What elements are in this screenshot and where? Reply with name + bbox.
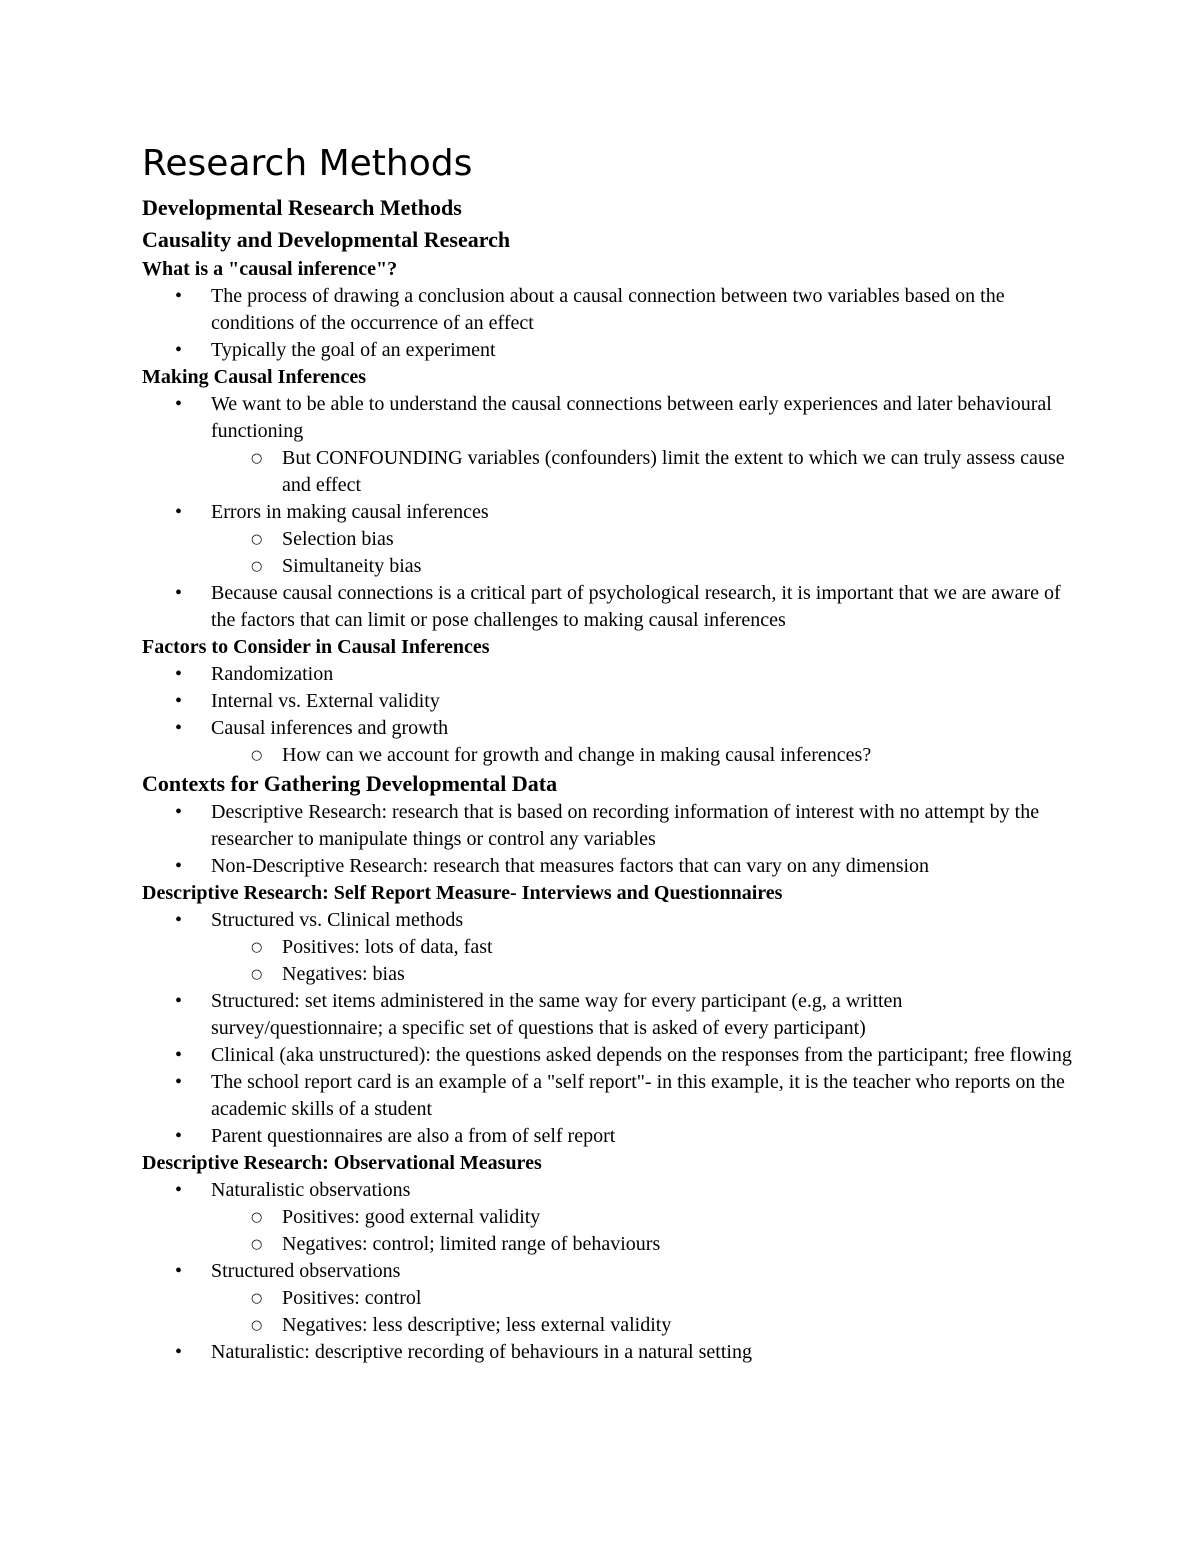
list-item: • Structured vs. Clinical methods (142, 907, 1072, 934)
sub-list-item: ○ Selection bias (142, 526, 1072, 553)
document-title: Research Methods (142, 143, 473, 184)
circle-bullet-icon: ○ (251, 1318, 263, 1333)
bullet-icon: • (175, 1071, 183, 1093)
list-item: • Randomization (142, 661, 1072, 688)
sub-list-item: ○ Positives: control (142, 1285, 1072, 1312)
list-item: • Structured: set items administered in the same way for every participant (e.g, a written survey/questionnaire; a specific set of questions that is asked of every participant) (175, 990, 903, 1039)
circle-bullet-icon: ○ (251, 1237, 263, 1252)
circle-bullet-icon: ○ (251, 748, 263, 763)
circle-bullet-icon: ○ (251, 532, 263, 547)
bullet-icon: • (175, 909, 183, 931)
bullet-icon: • (175, 990, 183, 1012)
bullet-icon: • (175, 690, 183, 712)
circle-bullet-icon: ○ (251, 451, 263, 466)
sub-list-item: ○ But CONFOUNDING variables (confounders) limit the extent to which we can truly assess cause and effect (251, 447, 1065, 496)
list-item: • Non-Descriptive Research: research that measures factors that can vary on any dimension (142, 853, 1072, 880)
circle-bullet-icon: ○ (251, 1291, 263, 1306)
list-item: • The school report card is an example of a "self report"- in this example, it is the teacher who reports on the academic skills of a student (175, 1071, 1065, 1120)
sub-list-item: ○ Positives: lots of data, fast (142, 934, 1072, 961)
bullet-icon: • (175, 285, 183, 307)
list-item: • Descriptive Research: research that is based on recording information of interest with no attempt by the researcher to manipulate things or control any variables (175, 801, 1040, 850)
bullet-icon: • (175, 582, 183, 604)
heading-self-report: Descriptive Research: Self Report Measure- Interviews and Questionnaires (142, 882, 783, 904)
list-item: • Naturalistic: descriptive recording of behaviours in a natural setting (142, 1339, 1072, 1366)
bullet-icon: • (175, 501, 183, 523)
circle-bullet-icon: ○ (251, 940, 263, 955)
bullet-icon: • (175, 801, 183, 823)
bullet-icon: • (175, 855, 183, 877)
heading-factors: Factors to Consider in Causal Inferences (142, 636, 490, 658)
heading-making-causal-inferences: Making Causal Inferences (142, 366, 367, 388)
list-item: • Internal vs. External validity (142, 688, 1072, 715)
list-item: • Structured observations (142, 1258, 1072, 1285)
circle-bullet-icon: ○ (251, 967, 263, 982)
list-item: • Clinical (aka unstructured): the questions asked depends on the responses from the participant; free flowing (142, 1042, 1072, 1069)
list-item: • We want to be able to understand the causal connections between early experiences and later behavioural functioning (175, 393, 1052, 442)
bullet-icon: • (175, 1341, 183, 1363)
sub-list-item: ○ Positives: good external validity (142, 1204, 1072, 1231)
list-item: • Naturalistic observations (142, 1177, 1072, 1204)
list-item: • Typically the goal of an experiment (142, 337, 1072, 364)
list-item: • The process of drawing a conclusion about a causal connection between two variables based on the conditions of the occurrence of an effect (175, 285, 1005, 334)
bullet-icon: • (175, 1260, 183, 1282)
sub-list-item: ○ Negatives: bias (142, 961, 1072, 988)
bullet-icon: • (175, 339, 183, 361)
sub-list-item: ○ How can we account for growth and change in making causal inferences? (142, 742, 1072, 769)
heading-contexts: Contexts for Gathering Developmental Data (142, 771, 558, 796)
bullet-icon: • (175, 393, 183, 415)
heading-developmental-research-methods: Developmental Research Methods (142, 195, 462, 220)
list-item: • Causal inferences and growth (142, 715, 1072, 742)
bullet-icon: • (175, 717, 183, 739)
list-item: • Parent questionnaires are also a from of self report (142, 1123, 1072, 1150)
document-body (142, 140, 1072, 1366)
bullet-icon: • (175, 1125, 183, 1147)
bullet-icon: • (175, 663, 183, 685)
heading-causal-inference-question: What is a "causal inference"? (142, 258, 398, 280)
list-item: • Because causal connections is a critical part of psychological research, it is important that we are aware of the factors that can limit or pose challenges to making causal inferences (175, 582, 1061, 631)
sub-list-item: ○ Negatives: less descriptive; less external validity (142, 1312, 1072, 1339)
heading-observational: Descriptive Research: Observational Measures (142, 1152, 542, 1174)
sub-list-item: ○ Simultaneity bias (142, 553, 1072, 580)
bullet-icon: • (175, 1044, 183, 1066)
circle-bullet-icon: ○ (251, 1210, 263, 1225)
heading-causality: Causality and Developmental Research (142, 227, 511, 252)
bullet-icon: • (175, 1179, 183, 1201)
sub-list-item: ○ Negatives: control; limited range of behaviours (142, 1231, 1072, 1258)
circle-bullet-icon: ○ (251, 559, 263, 574)
list-item: • Errors in making causal inferences (142, 499, 1072, 526)
